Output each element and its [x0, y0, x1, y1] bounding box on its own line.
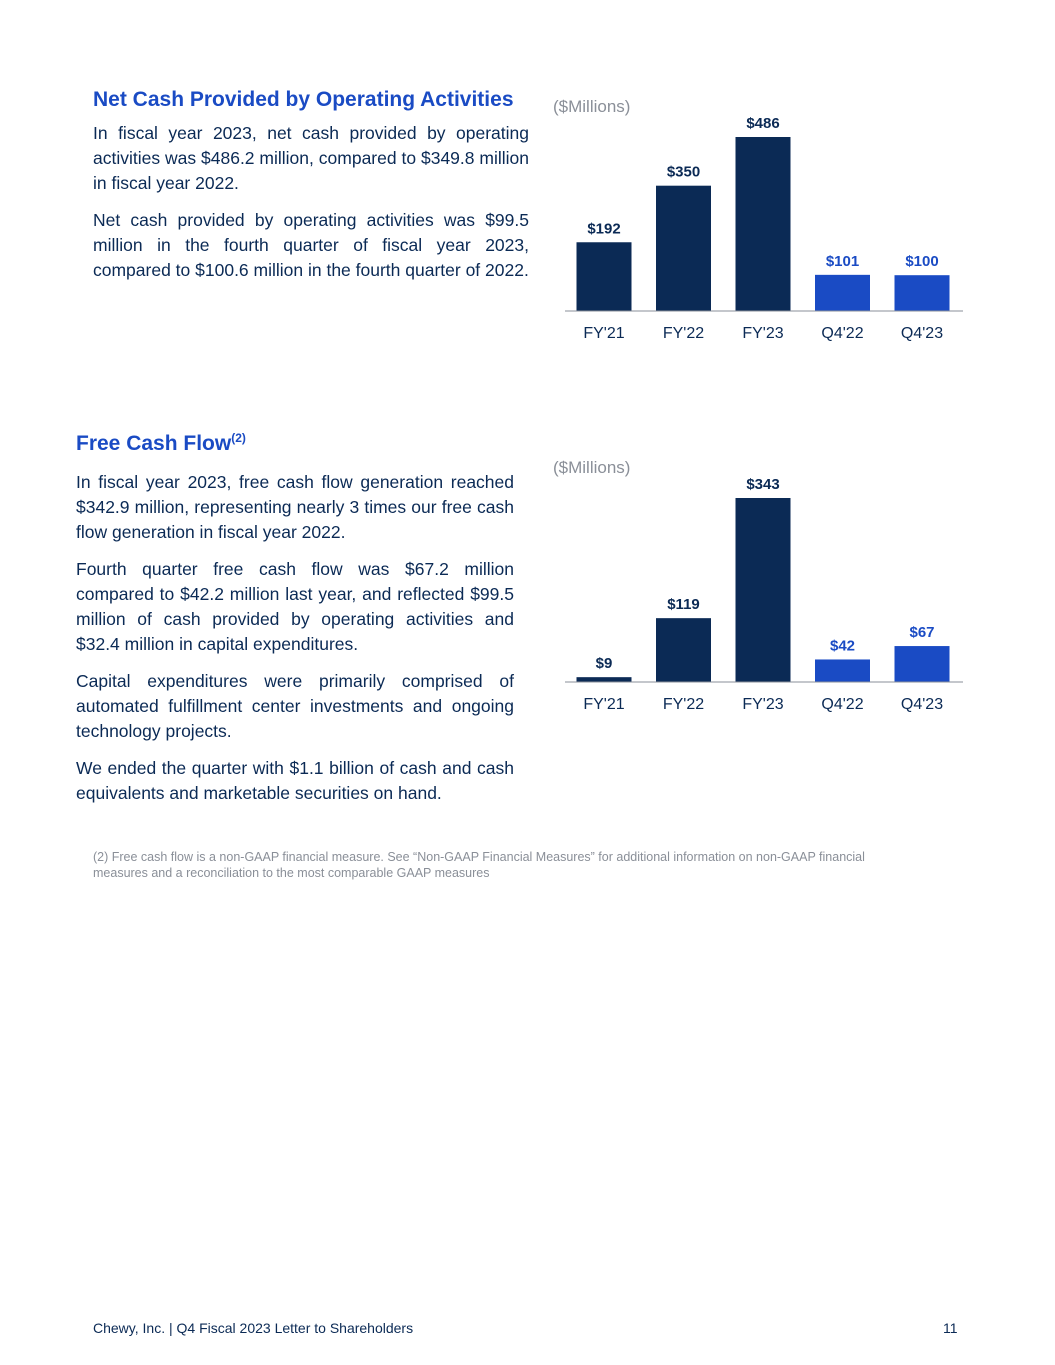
paragraph: Net cash provided by operating activities was $99.5 million in the fourth quarter of fiscal year 2023, compared to $100.6 million in the fourth quarter of 2022.: [93, 210, 529, 280]
data-label: $100: [905, 253, 939, 271]
x-tick-label: FY'23: [742, 325, 784, 342]
x-tick-label: Q4'23: [900, 325, 944, 342]
footnote: (2) Free cash flow is a non-GAAP financial measure. See “Non-GAAP Financial Measures” for additional information on non-GAAP financial measures and a reconciliation to the most comparable GAAP measures: [93, 850, 865, 880]
x-tick-label: Q4'22: [821, 696, 864, 713]
data-label: $67: [909, 624, 935, 642]
bar-q423: [895, 646, 950, 682]
bar-fy23: [736, 498, 791, 682]
data-label: $350: [666, 163, 701, 181]
page-number: 11: [943, 1320, 958, 1336]
section-body-free-cash-flow: [76, 470, 514, 818]
data-label: $486: [746, 115, 780, 132]
bar-fy21: [577, 677, 632, 682]
x-tick-label: FY'21: [583, 325, 625, 342]
x-tick-label: FY'21: [583, 696, 625, 713]
bar-fy22: [656, 618, 711, 682]
data-label: $119: [667, 596, 700, 614]
section-body-operating-cash: [93, 121, 529, 295]
x-tick-label: Q4'23: [900, 696, 944, 713]
x-tick-label: FY'22: [662, 325, 705, 342]
footnote-ref: (2): [231, 431, 246, 445]
paragraph: Fourth quarter free cash flow was $67.2 million compared to $42.2 million last year, and reflected $99.5 million of cash provided by operating activities and $32.4 million in capital expenditures.: [76, 559, 514, 654]
unit-label: ($Millions): [553, 97, 631, 116]
unit-label: ($Millions): [553, 458, 631, 477]
bar-q422: [815, 659, 870, 682]
footer-doc-title: Chewy, Inc. | Q4 Fiscal 2023 Letter to Shareholders: [93, 1320, 414, 1336]
paragraph: In fiscal year 2023, net cash provided by operating activities was $486.2 million, compared to $349.8 million in fiscal year 2022.: [93, 123, 529, 193]
title-text: Free Cash Flow: [76, 432, 232, 455]
section-title-free-cash-flow: [76, 432, 246, 456]
bar-fy23: [736, 137, 791, 311]
data-label: $9: [595, 655, 613, 673]
paragraph: We ended the quarter with $1.1 billion of cash and cash equivalents and marketable securities on hand.: [76, 758, 514, 803]
bar-q423: [895, 275, 950, 311]
data-label: $101: [825, 252, 860, 270]
x-tick-label: FY'23: [742, 696, 784, 713]
free-cash-flow-bar-chart: [545, 450, 975, 720]
bar-q422: [815, 275, 870, 311]
x-tick-label: FY'22: [662, 696, 705, 713]
bar-fy22: [656, 186, 711, 311]
section-title-operating-cash: Net Cash Provided by Operating Activities: [93, 88, 514, 111]
paragraph: In fiscal year 2023, free cash flow generation reached $342.9 million, representing nearly 3 times our free cash flow generation in fiscal year 2022.: [76, 472, 514, 542]
paragraph: Capital expenditures were primarily comprised of automated fulfillment center investments and ongoing technology projects.: [76, 671, 514, 741]
data-label: $192: [587, 220, 621, 238]
data-label: $343: [746, 476, 780, 493]
operating-cash-bar-chart: [545, 90, 975, 350]
x-tick-label: Q4'22: [821, 325, 864, 342]
data-label: $42: [829, 637, 856, 655]
bar-fy21: [577, 242, 632, 311]
